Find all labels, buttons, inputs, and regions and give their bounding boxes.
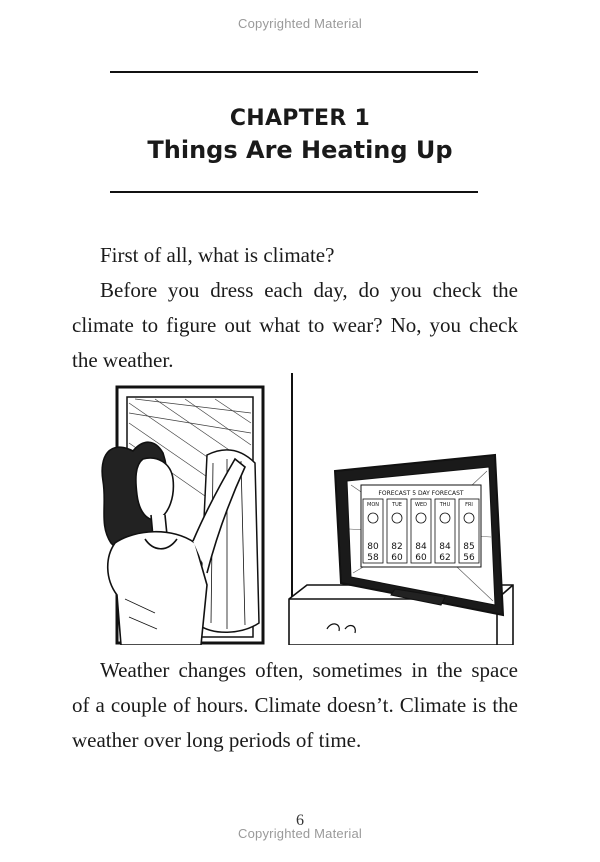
forecast-low: 58 xyxy=(367,553,379,563)
illustration-woman-and-tv xyxy=(95,373,515,645)
forecast-high: 84 xyxy=(439,542,451,552)
paragraph-check-weather: Before you dress each day, do you check the climate to figure out what to wear? No, you check the weather. xyxy=(72,278,518,372)
paragraph-weather-vs-climate: Weather changes often, sometimes in the space of a couple of hours. Climate doesn’t. Climate is the weather over long periods of time. xyxy=(72,658,518,752)
forecast-day-label: FRI xyxy=(465,502,473,508)
forecast-day-label: THU xyxy=(439,502,451,508)
forecast-high: 85 xyxy=(463,542,475,552)
chapter-rule-top xyxy=(110,71,478,73)
forecast-day-thu xyxy=(435,499,455,563)
forecast-high: 84 xyxy=(415,542,427,552)
forecast-day-mon xyxy=(363,499,383,563)
forecast-low: 62 xyxy=(439,553,451,563)
forecast-columns xyxy=(363,499,479,563)
forecast-low: 56 xyxy=(463,553,475,563)
forecast-low: 60 xyxy=(391,553,403,563)
forecast-day-wed xyxy=(411,499,431,563)
chapter-rule-bottom xyxy=(110,191,478,193)
chapter-title: Things Are Heating Up xyxy=(147,136,453,164)
forecast-title: FORECAST 5 DAY FORECAST xyxy=(378,490,464,497)
copyright-watermark-bottom: Copyrighted Material xyxy=(238,826,362,841)
forecast-high: 82 xyxy=(391,542,403,552)
forecast-day-label: TUE xyxy=(392,502,402,508)
forecast-day-fri xyxy=(459,499,479,563)
forecast-day-label: MON xyxy=(367,502,379,508)
forecast-low: 60 xyxy=(415,553,427,563)
forecast-day-label: WED xyxy=(415,502,427,508)
chapter-number: CHAPTER 1 xyxy=(229,106,371,131)
paragraph-what-is-climate: First of all, what is climate? xyxy=(100,243,335,267)
copyright-watermark-top: Copyrighted Material xyxy=(238,16,362,31)
forecast-day-tue xyxy=(387,499,407,563)
page-number: 6 xyxy=(296,812,304,829)
forecast-high: 80 xyxy=(367,542,379,552)
